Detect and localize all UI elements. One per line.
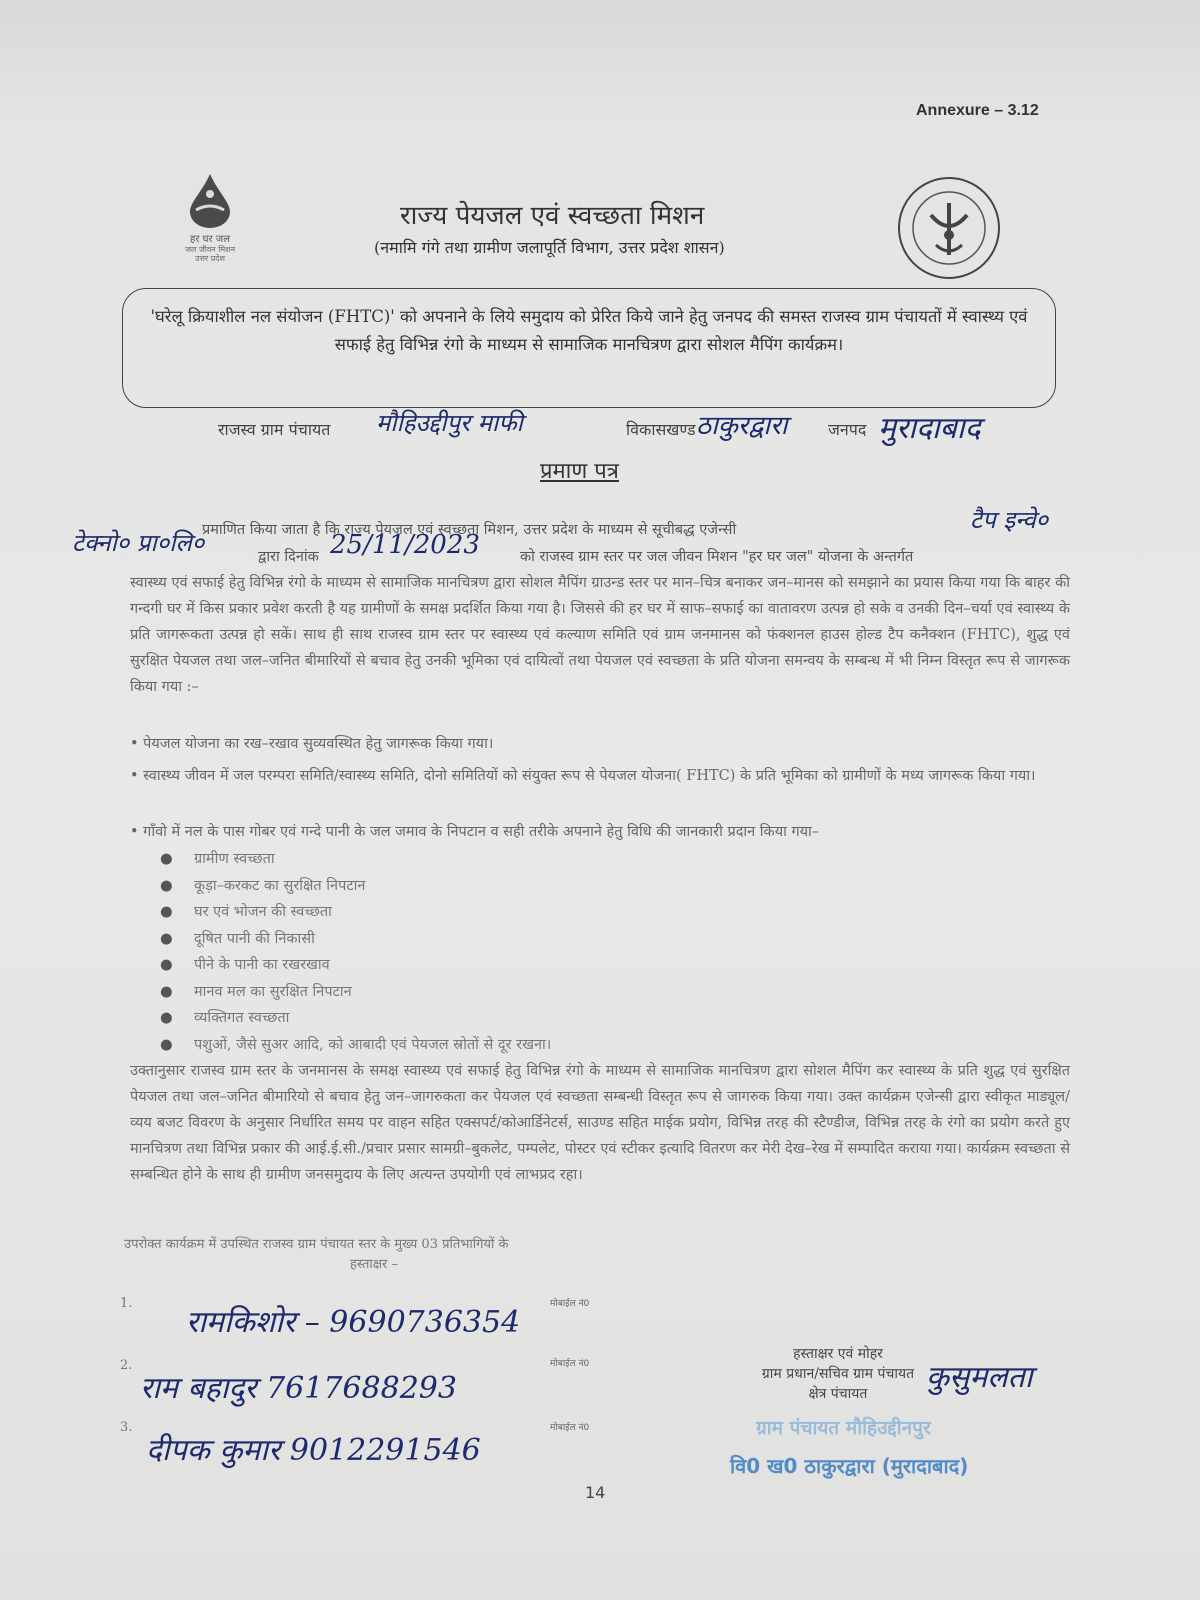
logo-caption-3: उत्तर प्रदेश: [195, 254, 225, 263]
list-item: ● कूड़ा–करकट का सुरक्षित निपटान: [160, 877, 366, 894]
participants-heading-2: हस्ताक्षर –: [350, 1257, 399, 1272]
participant-3-signature: दीपक कुमार 9012291546: [146, 1433, 481, 1468]
district-label: जनपद: [828, 420, 867, 439]
list-item: ● दूषित पानी की निकासी: [160, 930, 315, 947]
list-item: ● पशुओं, जैसे सुअर आदि, को आबादी एवं पेयजल स्रोतों से दूर रखना।: [160, 1036, 552, 1053]
panchayat-stamp-line-1: ग्राम पंचायत मौहिउद्दीनपुर: [756, 1417, 931, 1439]
village-details-line: [218, 409, 1058, 452]
participant-3-mobile-label: मोबाईल नं0: [550, 1423, 590, 1433]
logo-caption-1: हर घर जल: [190, 234, 230, 245]
signatory-line-1: हस्ताक्षर एवं मोहर: [793, 1346, 883, 1362]
body-paragraph-1: स्वास्थ्य एवं सफाई हेतु विभिन्न रंगो के माध्यम से सामाजिक मानचित्रण द्वारा सोशल मैपिंग ग्राउन्ड स्तर पर मान–चित्र बनाकर जन–मानस को समझाने का प्रयास किया गया कि बाहर की गन्दगी घर में किस प्रकार प्रवेश करती है यह ग्रामीणों के समक्ष प्रदर्शित किया गया है। जिससे की हर घर में साफ–सफाई का वातावरण उत्पन्न हो सके व उनकी दिन–चर्या एवं स्वास्थ्य के प्रति जागरूकता उत्पन्न हो सकें। साथ ही साथ राजस्व ग्राम स्तर पर स्वास्थ्य एवं कल्याण समिति एवं ग्राम जनमानस को फंक्शनल हाउस होल्ड टैप कनैक्शन (FHTC), शुद्ध एवं सुरक्षित पेयजल तथा जल–जनित बीमारियों से बचाव हेतु उनकी भूमिका एवं दायित्वों तथा पेयजल एवं स्वच्छता के प्रति योजना समन्वय के सम्बन्ध में भी निम्न विस्तृत रूप से जागरूक किया गया :–: [130, 575, 1070, 695]
water-drop-icon: [180, 172, 240, 230]
list-item: ● मानव मल का सुरक्षित निपटान: [160, 983, 352, 1000]
panchayat-stamp-line-2: वि0 ख0 ठाकुरद्वारा (मुरादाबाद): [730, 1454, 969, 1478]
bullet-1: • पेयजल योजना का रख–रखाव सुव्यवस्थित हेतु जागरूक किया गया।: [130, 736, 494, 752]
participant-1-mobile-label: मोबाईल नं0: [550, 1299, 590, 1309]
participants-heading-1: उपरोक्त कार्यक्रम में उपस्थित राजस्व ग्राम पंचायत स्तर के मुख्य 03 प्रतिभागियों के: [124, 1237, 509, 1252]
signatory-block: [718, 1344, 958, 1404]
list-item: ● ग्रामीण स्वच्छता: [160, 851, 275, 867]
certificate-title: प्रमाण पत्र: [540, 459, 619, 484]
annexure-label: Annexure – 3.12: [916, 102, 1039, 119]
body-line-2b: को राजस्व ग्राम स्तर पर जल जीवन मिशन "हर घर जल" योजना के अन्तर्गत: [520, 549, 914, 565]
panchayat-value: मौहिउद्दीपुर माफी: [376, 409, 523, 437]
list-item: ● व्यक्तिगत स्वच्छता: [160, 1010, 290, 1026]
participant-2-signature: राम बहादुर 7617688293: [140, 1371, 457, 1406]
program-title-box: 'घरेलू क्रियाशील नल संयोजन (FHTC)' को अपनाने के लिये समुदाय को प्रेरित किये जाने हेतु जनपद की समस्त राजस्व ग्राम पंचायतों में स्वास्थ्य एवं सफाई हेतु विभिन्न रंगो के माध्यम से सामाजिक मानचित्रण द्वारा सोशल मैपिंग कार्यक्रम।: [122, 288, 1056, 408]
page-title: राज्य पेयजल एवं स्वच्छता मिशन: [400, 201, 705, 231]
block-label: विकासखण्ड: [626, 420, 696, 439]
seal-icon: [896, 175, 1002, 281]
participant-1-signature: रामकिशोर – 9690736354: [186, 1305, 521, 1340]
har-ghar-jal-logo: [160, 172, 260, 263]
bullet-3: • गाँवो में नल के पास गोबर एवं गन्दे पानी के जल जमाव के निपटान व सही तरीके अपनाने हेतु विधि की जानकारी प्रदान किया गया–: [130, 824, 820, 840]
participant-2-mobile-label: मोबाईल नं0: [550, 1359, 590, 1369]
up-government-seal: [896, 175, 1002, 281]
panchayat-label: राजस्व ग्राम पंचायत: [218, 420, 331, 439]
agency-name-handwritten: टैप इन्वे०: [970, 506, 1049, 534]
agency-name-handwritten-2: टेक्नो० प्रा०लि०: [72, 529, 205, 557]
list-item: ● पीने के पानी का रखरखाव: [160, 957, 330, 973]
body-paragraph-2: उक्तानुसार राजस्व ग्राम स्तर के जनमानस के समक्ष स्वास्थ्य एवं सफाई हेतु विभिन्न रंगो के माध्यम से सामाजिक मानचित्रण द्वारा सोशल मैपिंग कर स्वास्थ्य के प्रति शुद्ध एवं सुरक्षित पेयजल तथा जल–जनित बीमारियो से बचाव हेतु जन–जागरुकता कर पेयजल एवं स्वच्छता सम्बन्धी विस्तृत रूप से जागरुक किया गया। उक्त कार्यक्रम एजेन्सी द्वारा स्वीकृत माड्यूल/व्यय बजट विवरण के अनुसार निर्धारित समय पर वाहन सहित एक्सपर्ट/कोआर्डिनेटर्स, साउण्ड सहित माईक प्रयोग, विभिन्न तरह की स्टैण्डीज, विभिन्न तरह के रंगो का प्रयोग करते हुए मानचित्रण तथा विभिन्न प्रकार की आई.ई.सी./प्रचार प्रसार सामग्री–बुकलेट, पम्पलेट, पोस्टर एवं स्टीकर इत्यादि वितरण कर मेरी देख–रेख में सम्पादित कराया गया। कार्यक्रम स्वच्छता से सम्बन्धित होने के साथ ही ग्रामीण जनसमुदाय के लिए अत्यन्त उपयोगी एवं लाभप्रद रहा।: [130, 1063, 1070, 1183]
date-handwritten: 25/11/2023: [330, 530, 480, 560]
participant-1-number: 1.: [120, 1296, 133, 1311]
participant-2-number: 2.: [120, 1358, 133, 1373]
body-line-1: प्रमाणित किया जाता है कि राज्य पेयजल एवं स्वच्छता मिशन, उत्तर प्रदेश के माध्यम से सूचीबद्ध एजेन्सी: [202, 522, 737, 538]
page-number: 14: [585, 1483, 606, 1502]
page-subtitle: (नमामि गंगे तथा ग्रामीण जलापूर्ति विभाग, उत्तर प्रदेश शासन): [374, 238, 725, 257]
logo-caption-2: जल जीवन मिशन: [184, 245, 236, 254]
bullet-2: • स्वास्थ्य जीवन में जल परम्परा समिति/स्वास्थ्य समिति, दोनो समितियों को संयुक्त रूप से पेयजल योजना( FHTC) के प्रति भूमिका को ग्रामीणों के मध्य जागरूक किया गया।: [130, 768, 1036, 784]
district-value: मुरादाबाद: [878, 411, 981, 446]
signatory-line-3: क्षेत्र पंचायत: [808, 1386, 868, 1402]
pradhan-signature: कुसुमलता: [926, 1360, 1033, 1395]
block-value: ठाकुरद्वारा: [696, 411, 788, 441]
participant-3-number: 3.: [120, 1420, 133, 1435]
sub-bullet-list: [160, 848, 551, 1060]
list-item: ● घर एवं भोजन की स्वच्छता: [160, 904, 332, 920]
body-line-2a: द्वारा दिनांक: [258, 549, 319, 565]
signatory-line-2: ग्राम प्रधान/सचिव ग्राम पंचायत: [761, 1366, 915, 1382]
